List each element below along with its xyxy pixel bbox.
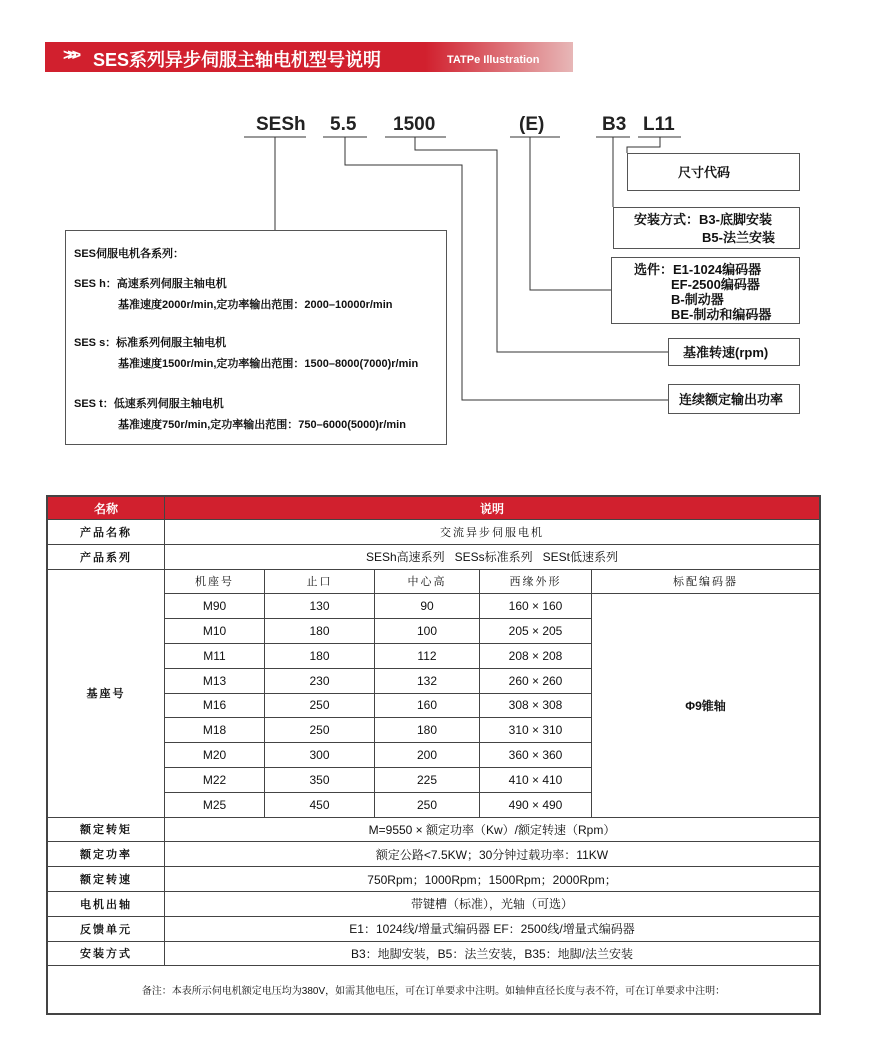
product-series-value: SESh高速系列 SESs标准系列 SESt低速系列: [165, 544, 820, 569]
code-option: (E): [519, 114, 545, 135]
page-subtitle: TATPe Illustration: [447, 54, 540, 66]
feedback-label: 反馈单元: [48, 916, 165, 941]
frame-cell: 180: [375, 718, 480, 743]
speed-label: 额定转速: [48, 867, 165, 892]
option-line2: EF-2500编码器: [671, 277, 760, 292]
frame-header-flange: 西缘外形: [480, 569, 592, 594]
frame-cell: 450: [265, 792, 375, 817]
series-h-detail: 基准速度2000r/min,定功率输出范围：2000–10000r/min: [118, 299, 393, 311]
frame-header-center: 中心高: [375, 569, 480, 594]
series-s-title: SES s：标准系列伺服主轴电机: [74, 337, 227, 349]
frame-cell: 360 × 360: [480, 743, 592, 768]
mount-label: 安装方式: [48, 941, 165, 966]
frame-cell: 250: [265, 693, 375, 718]
frame-cell: 250: [375, 792, 480, 817]
frame-cell: M22: [165, 767, 265, 792]
option-line3: B-制动器: [671, 292, 724, 307]
frame-cell: 180: [265, 643, 375, 668]
spec-table: [46, 495, 821, 1015]
frame-header-spigot: 止口: [265, 569, 375, 594]
frame-cell: 310 × 310: [480, 718, 592, 743]
frame-cell: 200: [375, 743, 480, 768]
encoder-value: Φ9锥轴: [592, 594, 820, 817]
frame-cell: 250: [265, 718, 375, 743]
frame-cell: 350: [265, 767, 375, 792]
mount-line1: 安装方式：B3-底脚安装: [634, 212, 772, 227]
frame-cell: 205 × 205: [480, 619, 592, 644]
rated-power-label: 连续额定输出功率: [679, 392, 784, 407]
feedback-value: E1：1024线/增量式编码器 EF：2500线/增量式编码器: [165, 916, 820, 941]
col-name-header: 名称: [48, 497, 165, 520]
frame-cell: M10: [165, 619, 265, 644]
code-mount: B3: [602, 114, 627, 135]
frame-cell: M16: [165, 693, 265, 718]
frame-cell: 208 × 208: [480, 643, 592, 668]
mount-value: B3：地脚安装，B5：法兰安装，B35：地脚/法兰安装: [165, 941, 820, 966]
series-box: [65, 230, 447, 445]
series-t-title: SES t：低速系列伺服主轴电机: [74, 398, 224, 410]
table-note: 备注：本表所示伺电机额定电压均为380V，如需其他电压，可在订单要求中注明。如轴伸直径长度与表不符，可在订单要求中注明：: [48, 966, 820, 1014]
frame-cell: 100: [375, 619, 480, 644]
frame-cell: 300: [265, 743, 375, 768]
series-t-detail: 基准速度750r/min,定功率输出范围：750–6000(5000)r/min: [118, 419, 406, 431]
frame-cell: 132: [375, 668, 480, 693]
series-heading: SES伺服电机各系列：: [74, 248, 185, 260]
rated-speed-box: [668, 338, 800, 366]
chevrons-icon: >>>: [63, 47, 77, 64]
frame-header-encoder: 标配编码器: [592, 569, 820, 594]
product-name-value: 交流异步伺服电机: [165, 520, 820, 545]
frame-cell: 260 × 260: [480, 668, 592, 693]
frame-cell: 230: [265, 668, 375, 693]
size-code-label: 尺寸代码: [678, 165, 731, 180]
frame-cell: 160 × 160: [480, 594, 592, 619]
frame-cell: 308 × 308: [480, 693, 592, 718]
speed-value: 750Rpm；1000Rpm；1500Rpm；2000Rpm；: [165, 867, 820, 892]
frame-cell: M90: [165, 594, 265, 619]
frame-cell: 90: [375, 594, 480, 619]
frame-cell: 180: [265, 619, 375, 644]
code-power: 5.5: [330, 114, 357, 135]
frame-header-frame: 机座号: [165, 569, 265, 594]
frame-cell: 490 × 490: [480, 792, 592, 817]
torque-label: 额定转矩: [48, 817, 165, 842]
size-code-box: [627, 153, 800, 191]
page-title: SES系列异步伺服主轴电机型号说明: [93, 50, 382, 70]
mount-line2: B5-法兰安装: [702, 230, 775, 245]
shaft-label: 电机出轴: [48, 891, 165, 916]
frame-cell: 112: [375, 643, 480, 668]
power-value: 额定公路<7.5KW；30分钟过载功率：11KW: [165, 842, 820, 867]
frame-cell: M18: [165, 718, 265, 743]
mount-box: [613, 207, 800, 249]
frame-cell: 160: [375, 693, 480, 718]
code-size: L11: [643, 114, 675, 135]
frame-cell: 225: [375, 767, 480, 792]
frame-cell: 130: [265, 594, 375, 619]
frame-cell: M25: [165, 792, 265, 817]
frame-cell: M11: [165, 643, 265, 668]
product-name-label: 产品名称: [48, 520, 165, 545]
frame-cell: M13: [165, 668, 265, 693]
code-speed: 1500: [393, 114, 436, 135]
frame-cell: 410 × 410: [480, 767, 592, 792]
options-box: [611, 257, 800, 324]
rated-speed-label: 基准转速(rpm): [683, 345, 769, 360]
torque-value: M=9550 × 额定功率（Kw）/额定转速（Rpm）: [165, 817, 820, 842]
frame-cell: M20: [165, 743, 265, 768]
power-label: 额定功率: [48, 842, 165, 867]
option-line4: BE-制动和编码器: [671, 307, 772, 322]
col-desc-header: 说明: [165, 497, 820, 520]
code-series: SESh: [256, 114, 306, 135]
rated-power-box: [668, 384, 800, 414]
product-series-label: 产品系列: [48, 544, 165, 569]
series-s-detail: 基准速度1500r/min,定功率输出范围：1500–8000(7000)r/min: [118, 358, 419, 370]
option-line1: 选件：E1-1024编码器: [634, 262, 762, 277]
series-h-title: SES h：高速系列伺服主轴电机: [74, 278, 227, 290]
frame-label: 基座号: [48, 569, 165, 817]
shaft-value: 带键槽（标准），光轴（可选）: [165, 891, 820, 916]
